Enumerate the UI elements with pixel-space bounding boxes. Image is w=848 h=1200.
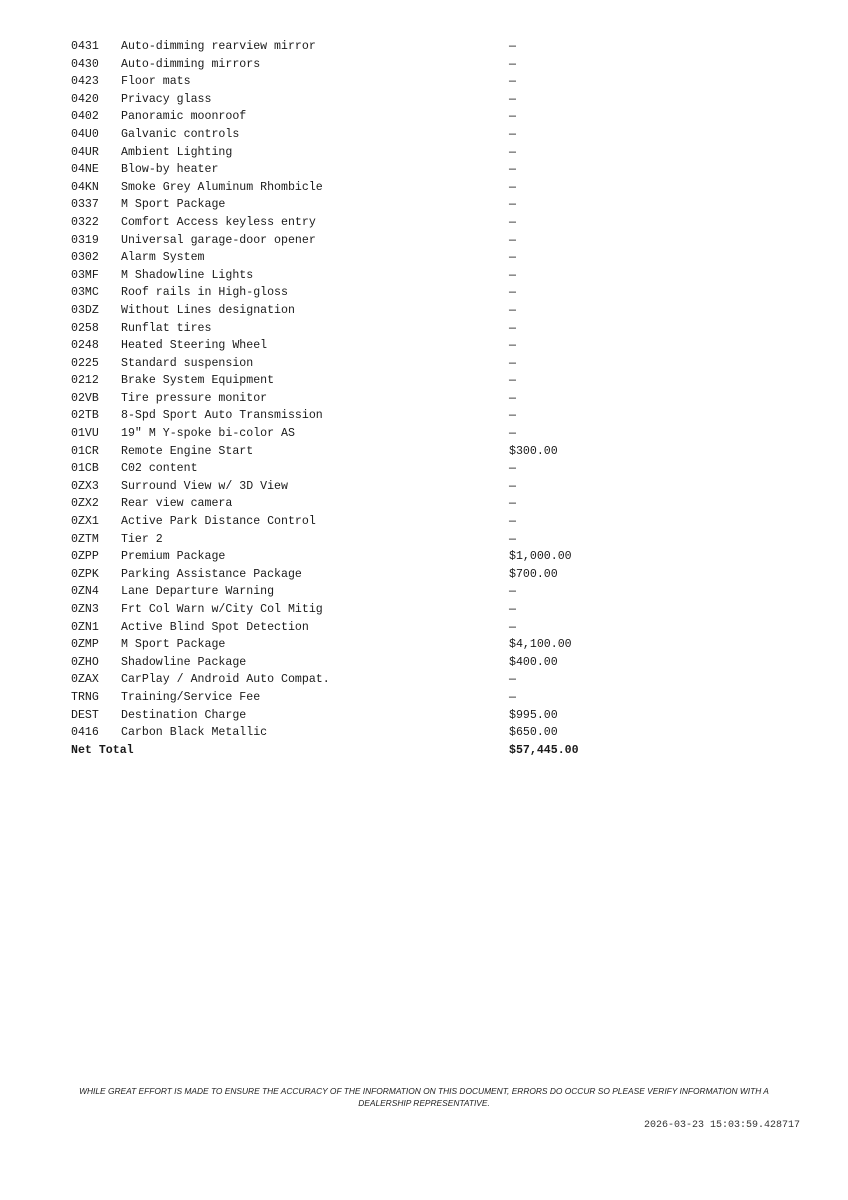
option-description: Ambient Lighting — [121, 145, 233, 159]
option-price: $1,000.00 — [509, 550, 572, 564]
option-row — [71, 337, 631, 355]
option-row — [71, 38, 631, 56]
option-row — [71, 390, 631, 408]
option-row — [71, 619, 631, 637]
option-price: — — [509, 268, 516, 282]
option-price: — — [509, 321, 516, 335]
option-code: 03MC — [71, 286, 99, 300]
option-description: Premium Package — [121, 550, 226, 564]
option-row — [71, 56, 631, 74]
option-row — [71, 267, 631, 285]
option-description: Frt Col Warn w/City Col Mitig — [121, 603, 323, 616]
option-description: Comfort Access keyless entry — [121, 215, 316, 229]
option-price: — — [509, 251, 516, 265]
option-description: Surround View w/ 3D View — [121, 479, 288, 493]
option-code: 0430 — [71, 57, 99, 71]
option-description: 8-Spd Sport Auto Transmission — [121, 409, 323, 423]
option-description: Brake System Equipment — [121, 374, 275, 388]
option-row — [71, 372, 631, 390]
option-row — [71, 531, 631, 549]
option-price: $700.00 — [509, 567, 558, 581]
option-price: — — [509, 233, 516, 247]
option-row — [71, 495, 631, 513]
option-row — [71, 196, 631, 214]
option-price: — — [509, 303, 516, 317]
option-code: 0431 — [71, 40, 99, 53]
net-total-row — [71, 742, 631, 760]
option-description: M Sport Package — [121, 638, 226, 652]
option-price: $4,100.00 — [509, 638, 572, 652]
option-code: 01CB — [71, 462, 99, 476]
option-description: Rear view camera — [121, 497, 233, 511]
option-row — [71, 724, 631, 742]
option-price: — — [509, 356, 516, 370]
option-price: — — [509, 585, 516, 599]
option-price: — — [509, 374, 516, 388]
option-price: — — [509, 391, 516, 405]
option-description: M Shadowline Lights — [121, 268, 254, 282]
option-price: — — [509, 286, 516, 300]
option-price: — — [509, 92, 516, 106]
option-price: $995.00 — [509, 708, 558, 722]
option-price: — — [509, 497, 516, 511]
option-code: 04KN — [71, 180, 99, 194]
option-code: 01CR — [71, 444, 99, 458]
option-row — [71, 583, 631, 601]
option-description: Panoramic moonroof — [121, 110, 247, 124]
option-row — [71, 707, 631, 725]
option-row — [71, 689, 631, 707]
option-row — [71, 302, 631, 320]
option-code: 0337 — [71, 198, 99, 212]
option-code: 0ZX2 — [71, 497, 99, 511]
option-row — [71, 654, 631, 672]
option-price: $650.00 — [509, 726, 558, 740]
option-description: Privacy glass — [121, 92, 212, 106]
option-code: 0ZPK — [71, 567, 99, 581]
option-row — [71, 671, 631, 689]
option-description: Carbon Black Metallic — [121, 726, 268, 740]
option-description: Heated Steering Wheel — [121, 339, 268, 353]
option-code: 0322 — [71, 215, 99, 229]
option-code: 0ZAX — [71, 673, 99, 687]
option-row — [71, 284, 631, 302]
option-description: Destination Charge — [121, 708, 247, 722]
option-code: 0ZN1 — [71, 620, 99, 634]
option-description: M Sport Package — [121, 198, 226, 212]
option-price: — — [509, 409, 516, 423]
option-description: Floor mats — [121, 75, 191, 89]
option-code: 0ZPP — [71, 550, 99, 564]
option-code: 04UR — [71, 145, 99, 159]
option-price: — — [509, 198, 516, 212]
option-price: — — [509, 690, 516, 704]
option-description: Auto-dimming mirrors — [121, 57, 261, 71]
option-price: — — [509, 40, 516, 53]
option-description: 19" M Y-spoke bi-color AS — [121, 427, 295, 441]
option-price: — — [509, 180, 516, 194]
option-description: CarPlay / Android Auto Compat. — [121, 673, 330, 687]
option-description: Galvanic controls — [121, 127, 240, 141]
option-code: 0423 — [71, 75, 99, 89]
option-description: Smoke Grey Aluminum Rhombicle — [121, 180, 323, 194]
option-code: 0225 — [71, 356, 99, 370]
option-description: C02 content — [121, 462, 198, 476]
print-timestamp: 2026-03-23 15:03:59.428717 — [643, 1120, 800, 1131]
option-description: Standard suspension — [121, 356, 254, 370]
option-code: 03DZ — [71, 303, 99, 317]
option-row — [71, 73, 631, 91]
option-price: — — [509, 215, 516, 229]
option-code: 0ZN4 — [71, 585, 99, 599]
option-code: 0416 — [71, 726, 99, 740]
option-price: — — [509, 620, 516, 634]
option-code: 02TB — [71, 409, 99, 423]
option-description: Runflat tires — [121, 321, 212, 335]
option-code: 02VB — [71, 391, 99, 405]
option-code: 04NE — [71, 163, 99, 177]
option-row — [71, 478, 631, 496]
option-row — [71, 320, 631, 338]
option-description: Without Lines designation — [121, 303, 295, 317]
options-list — [71, 38, 631, 742]
option-row — [71, 407, 631, 425]
option-code: TRNG — [71, 690, 99, 704]
disclaimer-text: WHILE GREAT EFFORT IS MADE TO ENSURE THE ACCURACY OF THE INFORMATION ON THIS DOCUMENT, ERRORS DO OCCUR SO PLEASE VERIFY INFORMATION WITH A DEALERSHIP REPRESENTATIVE. — [79, 1086, 769, 1108]
option-price: — — [509, 110, 516, 124]
option-code: 0ZN3 — [71, 603, 99, 616]
option-row — [71, 161, 631, 179]
option-description: Tire pressure monitor — [121, 391, 268, 405]
option-price: — — [509, 532, 516, 546]
option-code: 0402 — [71, 110, 99, 124]
option-description: Alarm System — [121, 251, 205, 265]
net-total-value: $57,445.00 — [509, 743, 579, 757]
option-price: — — [509, 127, 516, 141]
option-row — [71, 144, 631, 162]
option-price: — — [509, 479, 516, 493]
option-code: 01VU — [71, 427, 99, 441]
option-row — [71, 548, 631, 566]
option-description: Active Blind Spot Detection — [121, 620, 309, 634]
option-row — [71, 460, 631, 478]
option-price: — — [509, 163, 516, 177]
option-price: $300.00 — [509, 444, 558, 458]
option-price: — — [509, 145, 516, 159]
option-code: 0420 — [71, 92, 99, 106]
option-price: — — [509, 673, 516, 687]
option-code: 0ZMP — [71, 638, 99, 652]
option-code: 0212 — [71, 374, 99, 388]
option-price: — — [509, 75, 516, 89]
option-code: 0ZX1 — [71, 515, 99, 529]
option-row — [71, 601, 631, 619]
option-description: Parking Assistance Package — [121, 567, 302, 581]
option-price: — — [509, 427, 516, 441]
net-total-label: Net Total — [71, 743, 134, 757]
option-price: — — [509, 515, 516, 529]
option-description: Tier 2 — [121, 532, 163, 546]
option-description: Training/Service Fee — [121, 690, 261, 704]
option-row — [71, 214, 631, 232]
option-row — [71, 566, 631, 584]
option-description: Remote Engine Start — [121, 444, 254, 458]
option-code: 03MF — [71, 268, 99, 282]
option-row — [71, 425, 631, 443]
option-description: Blow-by heater — [121, 163, 219, 177]
option-code: 0ZX3 — [71, 479, 99, 493]
option-code: DEST — [71, 708, 99, 722]
option-row — [71, 126, 631, 144]
option-price: — — [509, 339, 516, 353]
option-row — [71, 355, 631, 373]
option-description: Lane Departure Warning — [121, 585, 275, 599]
option-price: — — [509, 57, 516, 71]
option-description: Shadowline Package — [121, 655, 247, 669]
option-description: Auto-dimming rearview mirror — [121, 40, 316, 53]
option-price: $400.00 — [509, 655, 558, 669]
option-row — [71, 179, 631, 197]
option-row — [71, 91, 631, 109]
option-row — [71, 636, 631, 654]
option-row — [71, 513, 631, 531]
option-code: 0248 — [71, 339, 99, 353]
option-description: Active Park Distance Control — [121, 515, 316, 529]
option-code: 0302 — [71, 251, 99, 265]
option-code: 04U0 — [71, 127, 99, 141]
option-description: Roof rails in High-gloss — [121, 286, 288, 300]
option-price: — — [509, 462, 516, 476]
option-row — [71, 108, 631, 126]
option-code: 0258 — [71, 321, 99, 335]
options-table — [71, 38, 631, 759]
option-row — [71, 443, 631, 461]
option-code: 0ZTM — [71, 532, 99, 546]
option-row — [71, 249, 631, 267]
option-code: 0ZHO — [71, 655, 99, 669]
option-code: 0319 — [71, 233, 99, 247]
option-description: Universal garage-door opener — [121, 233, 316, 247]
option-price: — — [509, 603, 516, 616]
option-row — [71, 232, 631, 250]
